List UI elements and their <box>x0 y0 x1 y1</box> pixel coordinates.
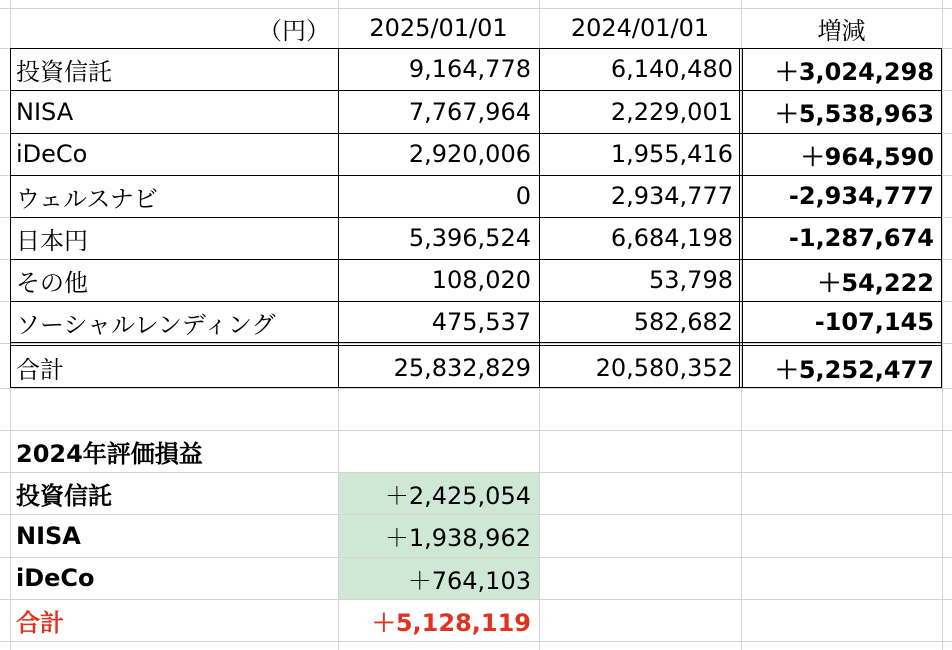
header-date-2025[interactable]: 2025/01/01 <box>369 14 508 42</box>
pl-value[interactable]: ＋2,425,054 <box>384 481 531 510</box>
total-label[interactable]: 合計 <box>16 356 64 384</box>
row-value-2025[interactable]: 7,767,964 <box>408 97 531 126</box>
row-diff[interactable]: ＋3,024,298 <box>774 57 934 86</box>
row-label[interactable]: NISA <box>16 97 74 126</box>
row-value-2024[interactable]: 6,684,198 <box>610 224 733 252</box>
header-diff[interactable]: 増減 <box>817 16 866 45</box>
row-diff[interactable]: ＋964,590 <box>800 142 934 171</box>
total-diff[interactable]: ＋5,252,477 <box>774 356 934 384</box>
row-label[interactable]: その他 <box>16 268 88 297</box>
row-value-2024[interactable]: 582,682 <box>633 308 733 336</box>
header-date-2024[interactable]: 2024/01/01 <box>570 14 710 42</box>
row-value-2025[interactable]: 475,537 <box>431 308 531 336</box>
row-value-2024[interactable]: 1,955,416 <box>610 140 733 168</box>
row-value-2025[interactable]: 2,920,006 <box>408 140 531 168</box>
row-value-2024[interactable]: 2,934,777 <box>610 182 733 210</box>
gridline <box>942 0 943 650</box>
pl-value[interactable]: ＋1,938,962 <box>384 524 531 552</box>
row-value-2025[interactable]: 9,164,778 <box>408 55 531 83</box>
row-diff[interactable]: ＋54,222 <box>817 268 934 297</box>
pl-label[interactable]: iDeCo <box>16 564 95 592</box>
row-value-2024[interactable]: 53,798 <box>649 266 733 294</box>
pl-value[interactable]: ＋764,103 <box>407 566 531 595</box>
row-label[interactable]: iDeCo <box>16 140 88 168</box>
row-value-2024[interactable]: 6,140,480 <box>610 55 733 83</box>
pl-total-label[interactable]: 合計 <box>16 608 64 637</box>
row-value-2025[interactable]: 0 <box>515 182 531 210</box>
row-label[interactable]: ソーシャルレンディング <box>16 310 276 339</box>
row-label[interactable]: 投資信託 <box>16 57 112 86</box>
pl-label[interactable]: NISA <box>16 521 81 550</box>
total-value-2024[interactable]: 20,580,352 <box>595 353 733 382</box>
row-value-2024[interactable]: 2,229,001 <box>610 97 733 126</box>
row-value-2025[interactable]: 5,396,524 <box>408 224 531 252</box>
pl-title[interactable]: 2024年評価損益 <box>16 439 203 468</box>
row-label[interactable]: ウェルスナビ <box>16 184 158 213</box>
header-unit[interactable]: （円） <box>258 16 330 45</box>
pl-total-value[interactable]: ＋5,128,119 <box>371 608 531 637</box>
row-diff[interactable]: ＋5,538,963 <box>774 100 934 128</box>
row-diff[interactable]: -2,934,777 <box>788 182 934 210</box>
row-diff[interactable]: -1,287,674 <box>788 224 934 252</box>
pl-label[interactable]: 投資信託 <box>16 481 112 510</box>
row-label[interactable]: 日本円 <box>16 226 88 255</box>
row-value-2025[interactable]: 108,020 <box>431 266 531 294</box>
row-diff[interactable]: -107,145 <box>814 308 934 336</box>
total-value-2025[interactable]: 25,832,829 <box>393 353 531 382</box>
